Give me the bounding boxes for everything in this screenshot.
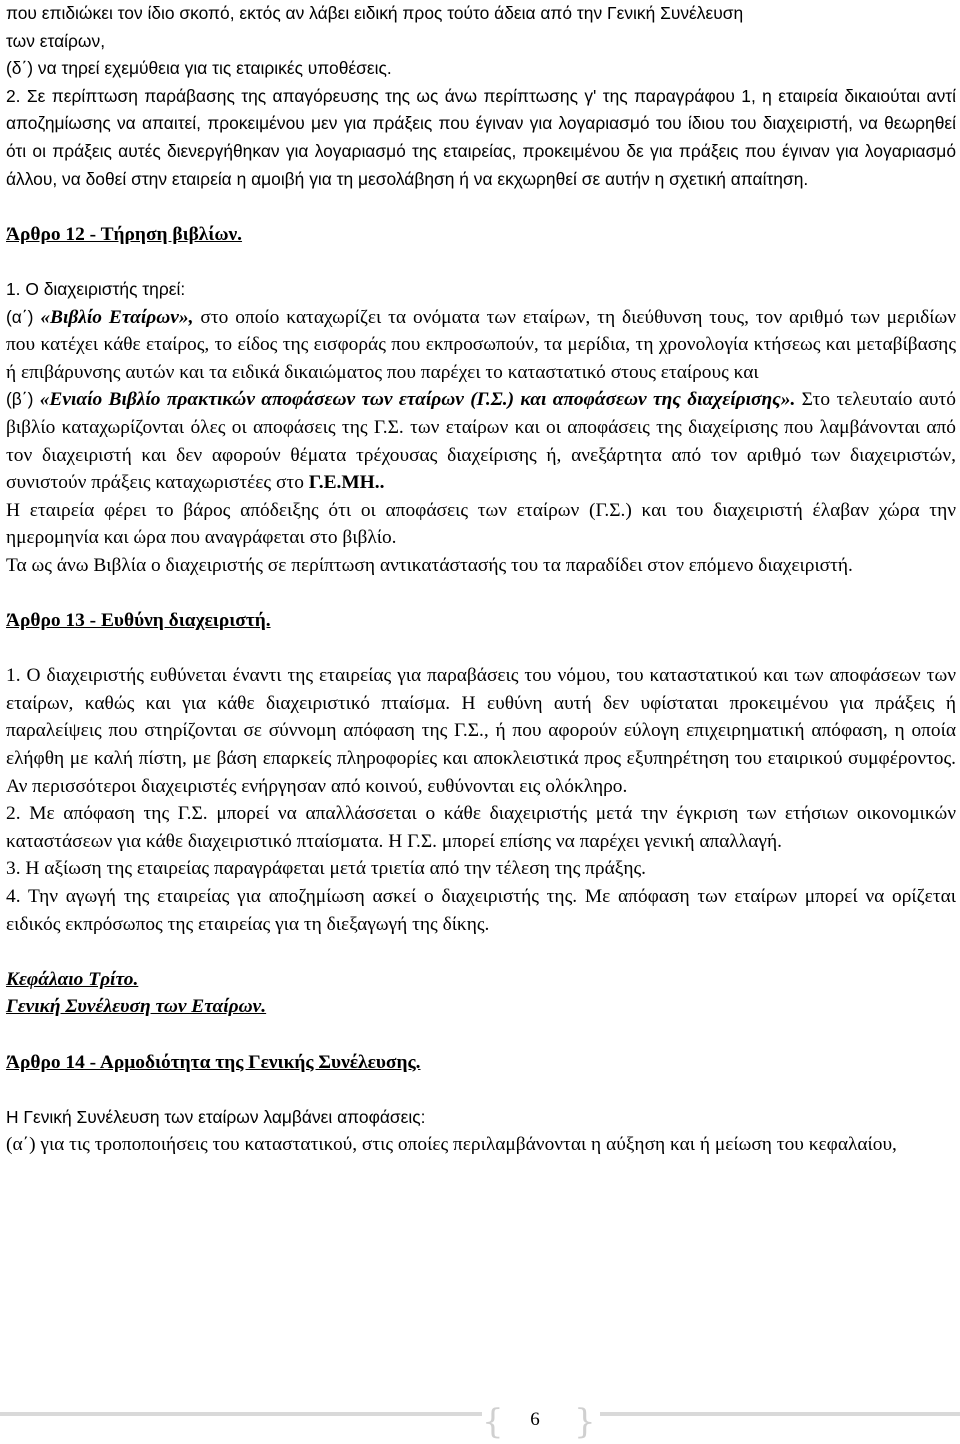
spacer (6, 248, 956, 276)
item-a-title: «Βιβλίο Εταίρων», (40, 306, 194, 328)
article-13-heading: Άρθρο 13 - Ευθύνη διαχειριστή. (6, 610, 271, 632)
article-14-heading: Άρθρο 14 - Αρμοδιότητα της Γενικής Συνέλευσης. (6, 1051, 421, 1073)
item-a-text: στο οποίο καταχωρίζει τα ονόματα των εταίρων, τη διεύθυνση τους, τον αριθμό των μεριδίων που κατέχει κάθε εταίρος, το είδος της εισφοράς που εκπροσωπούν, τα μερίδια, τη χρονολογία κτήσεως και μεταβίβασης ή επιβάρυνσης αυτών και τα ειδικά δικαιώματος που παρέχει το καταστατικό στους εταίρους και (6, 306, 956, 383)
page-footer (0, 1400, 960, 1444)
page-content (6, 0, 956, 1159)
page-number: 6 (530, 1409, 540, 1430)
article-12-item-a (6, 304, 956, 387)
footer-rule-right (600, 1412, 960, 1416)
footer-bracket-left: { (482, 1402, 504, 1442)
paragraph-continuation: που επιδιώκει τον ίδιο σκοπό, εκτός αν λάβει ειδική προς τούτο άδεια από την Γενική Συνέλευση (6, 3, 744, 23)
article-13-paragraph-2: 2. Με απόφαση της Γ.Σ. μπορεί να απαλλάσσεται ο κάθε διαχειριστής μετά την έγκριση των ετήσιων οικονομικών καταστάσεων για κάθε διαχειριστικό πταίσματα. Η Γ.Σ. μπορεί επίσης να παρέχει γενική απαλλαγή. (6, 803, 956, 852)
article-13-paragraph-4: 4. Την αγωγή της εταιρείας για αποζημίωση ασκεί ο διαχειριστής της. Με απόφαση των εταίρων μπορεί να ορίζεται ειδικός εκπρόσωπος της εταιρείας για τη διεξαγωγή της δίκης. (6, 886, 956, 935)
footer-bracket-right: } (574, 1402, 596, 1442)
item-delta: (δ΄) να τηρεί εχεμύθεια για τις εταιρικές υποθέσεις. (6, 58, 392, 79)
spacer (6, 938, 956, 966)
paragraph-2-violation: 2. Σε περίπτωση παράβασης της απαγόρευσης της ως άνω περίπτωσης γ' της παραγράφου 1, η εταιρεία δικαιούται αντί αποζημίωσης να απαιτεί, προκειμένου μεν για πράξεις που έγιναν για λογαριασμό του ίδιου του διαχειριστή, να θεωρηθεί ότι οι πράξεις αυτές διενεργήθηκαν για λογαριασμό της εταιρείας, προκειμένου δε για πράξεις που έγιναν για λογαριασμό άλλου, να δοθεί στην εταιρεία η αμοιβή για τη μεσολάβηση ή να εκχωρηθεί σε αυτήν η σχετική απαίτηση. (6, 85, 956, 189)
chapter-subtitle: Γενική Συνέλευση των Εταίρων. (6, 996, 267, 1018)
spacer (6, 579, 956, 607)
item-b-text: Στο τελευταίο αυτό βιβλίο καταχωρίζονται όλες οι αποφάσεις της Γ.Σ. των εταίρων και οι αποφάσεις της διαχείρισης που λαμβάνονται από τον διαχειριστή και δεν αφορούν θέματα τρέχουσας διαχείρισης ή, ανεξάρτητα από τον αριθμό των διαχειριστών, συνιστούν πράξεις καταχωριστέες στο (6, 389, 956, 494)
article-12-intro: 1. Ο διαχειριστής τηρεί: (6, 278, 186, 299)
article-14-item-a: (α΄) για τις τροποποιήσεις του καταστατικού, στις οποίες περιλαμβάνονται η αύξηση και ή μείωση του κεφαλαίου, (6, 1134, 897, 1156)
spacer (6, 193, 956, 221)
footer-rule-left (0, 1412, 482, 1416)
chapter-title: Κεφάλαιο Τρίτο. (6, 968, 139, 990)
item-b-title: «Ενιαίο Βιβλίο πρακτικών αποφάσεων των εταίρων (Γ.Σ.) και αποφάσεων της διαχείρισης». (39, 389, 796, 411)
item-b-prefix: (β΄) (6, 389, 40, 410)
article-12-burden: Η εταιρεία φέρει το βάρος απόδειξης ότι οι αποφάσεις των εταίρων (Γ.Σ.) και του διαχειριστή έλαβαν χώρα την ημερομηνία και ώρα που αναγράφεται στο βιβλίο. (6, 499, 956, 549)
spacer (6, 635, 956, 663)
article-12-handover: Τα ως άνω Βιβλία ο διαχειριστής σε περίπτωση αντικατάστασής του τα παραδίδει στον επόμενο διαχειριστή. (6, 554, 853, 576)
item-b-gemi: Γ.Ε.ΜΗ.. (308, 472, 385, 494)
article-13-paragraph-1: 1. Ο διαχειριστής ευθύνεται έναντι της εταιρείας για παραβάσεις του νόμου, του καταστατικού και των αποφάσεων των εταίρων, καθώς και για κάθε διαχειριστικό πταίσμα. Η ευθύνη αυτή δεν υφίσταται προκειμένου για πράξεις ή παραλείψεις που στηρίζονται σε σύννομη απόφαση της Γ.Σ., ή που αφορούν εύλογη επιχειρηματική απόφαση, η οποία ελήφθη με καλή πίστη, με βάση επαρκείς πληροφορίες και αποκλειστικά προς εξυπηρέτηση του εταιρικού συμφέροντος. Αν περισσότεροι διαχειριστές ενήργησαν από κοινού, ευθύνονται εις ολόκληρο. (6, 665, 956, 797)
article-14-intro: Η Γενική Συνέλευση των εταίρων λαμβάνει αποφάσεις: (6, 1106, 426, 1127)
spacer (6, 1021, 956, 1049)
spacer (6, 1076, 956, 1104)
item-a-prefix: (α΄) (6, 306, 41, 327)
article-12-heading: Άρθρο 12 - Τήρηση βιβλίων. (6, 223, 243, 245)
article-12-item-b (6, 386, 956, 496)
paragraph-continuation-end: των εταίρων, (6, 30, 106, 51)
article-13-paragraph-3: 3. Η αξίωση της εταιρείας παραγράφεται μετά τριετία από την τέλεση της πράξης. (6, 858, 647, 880)
